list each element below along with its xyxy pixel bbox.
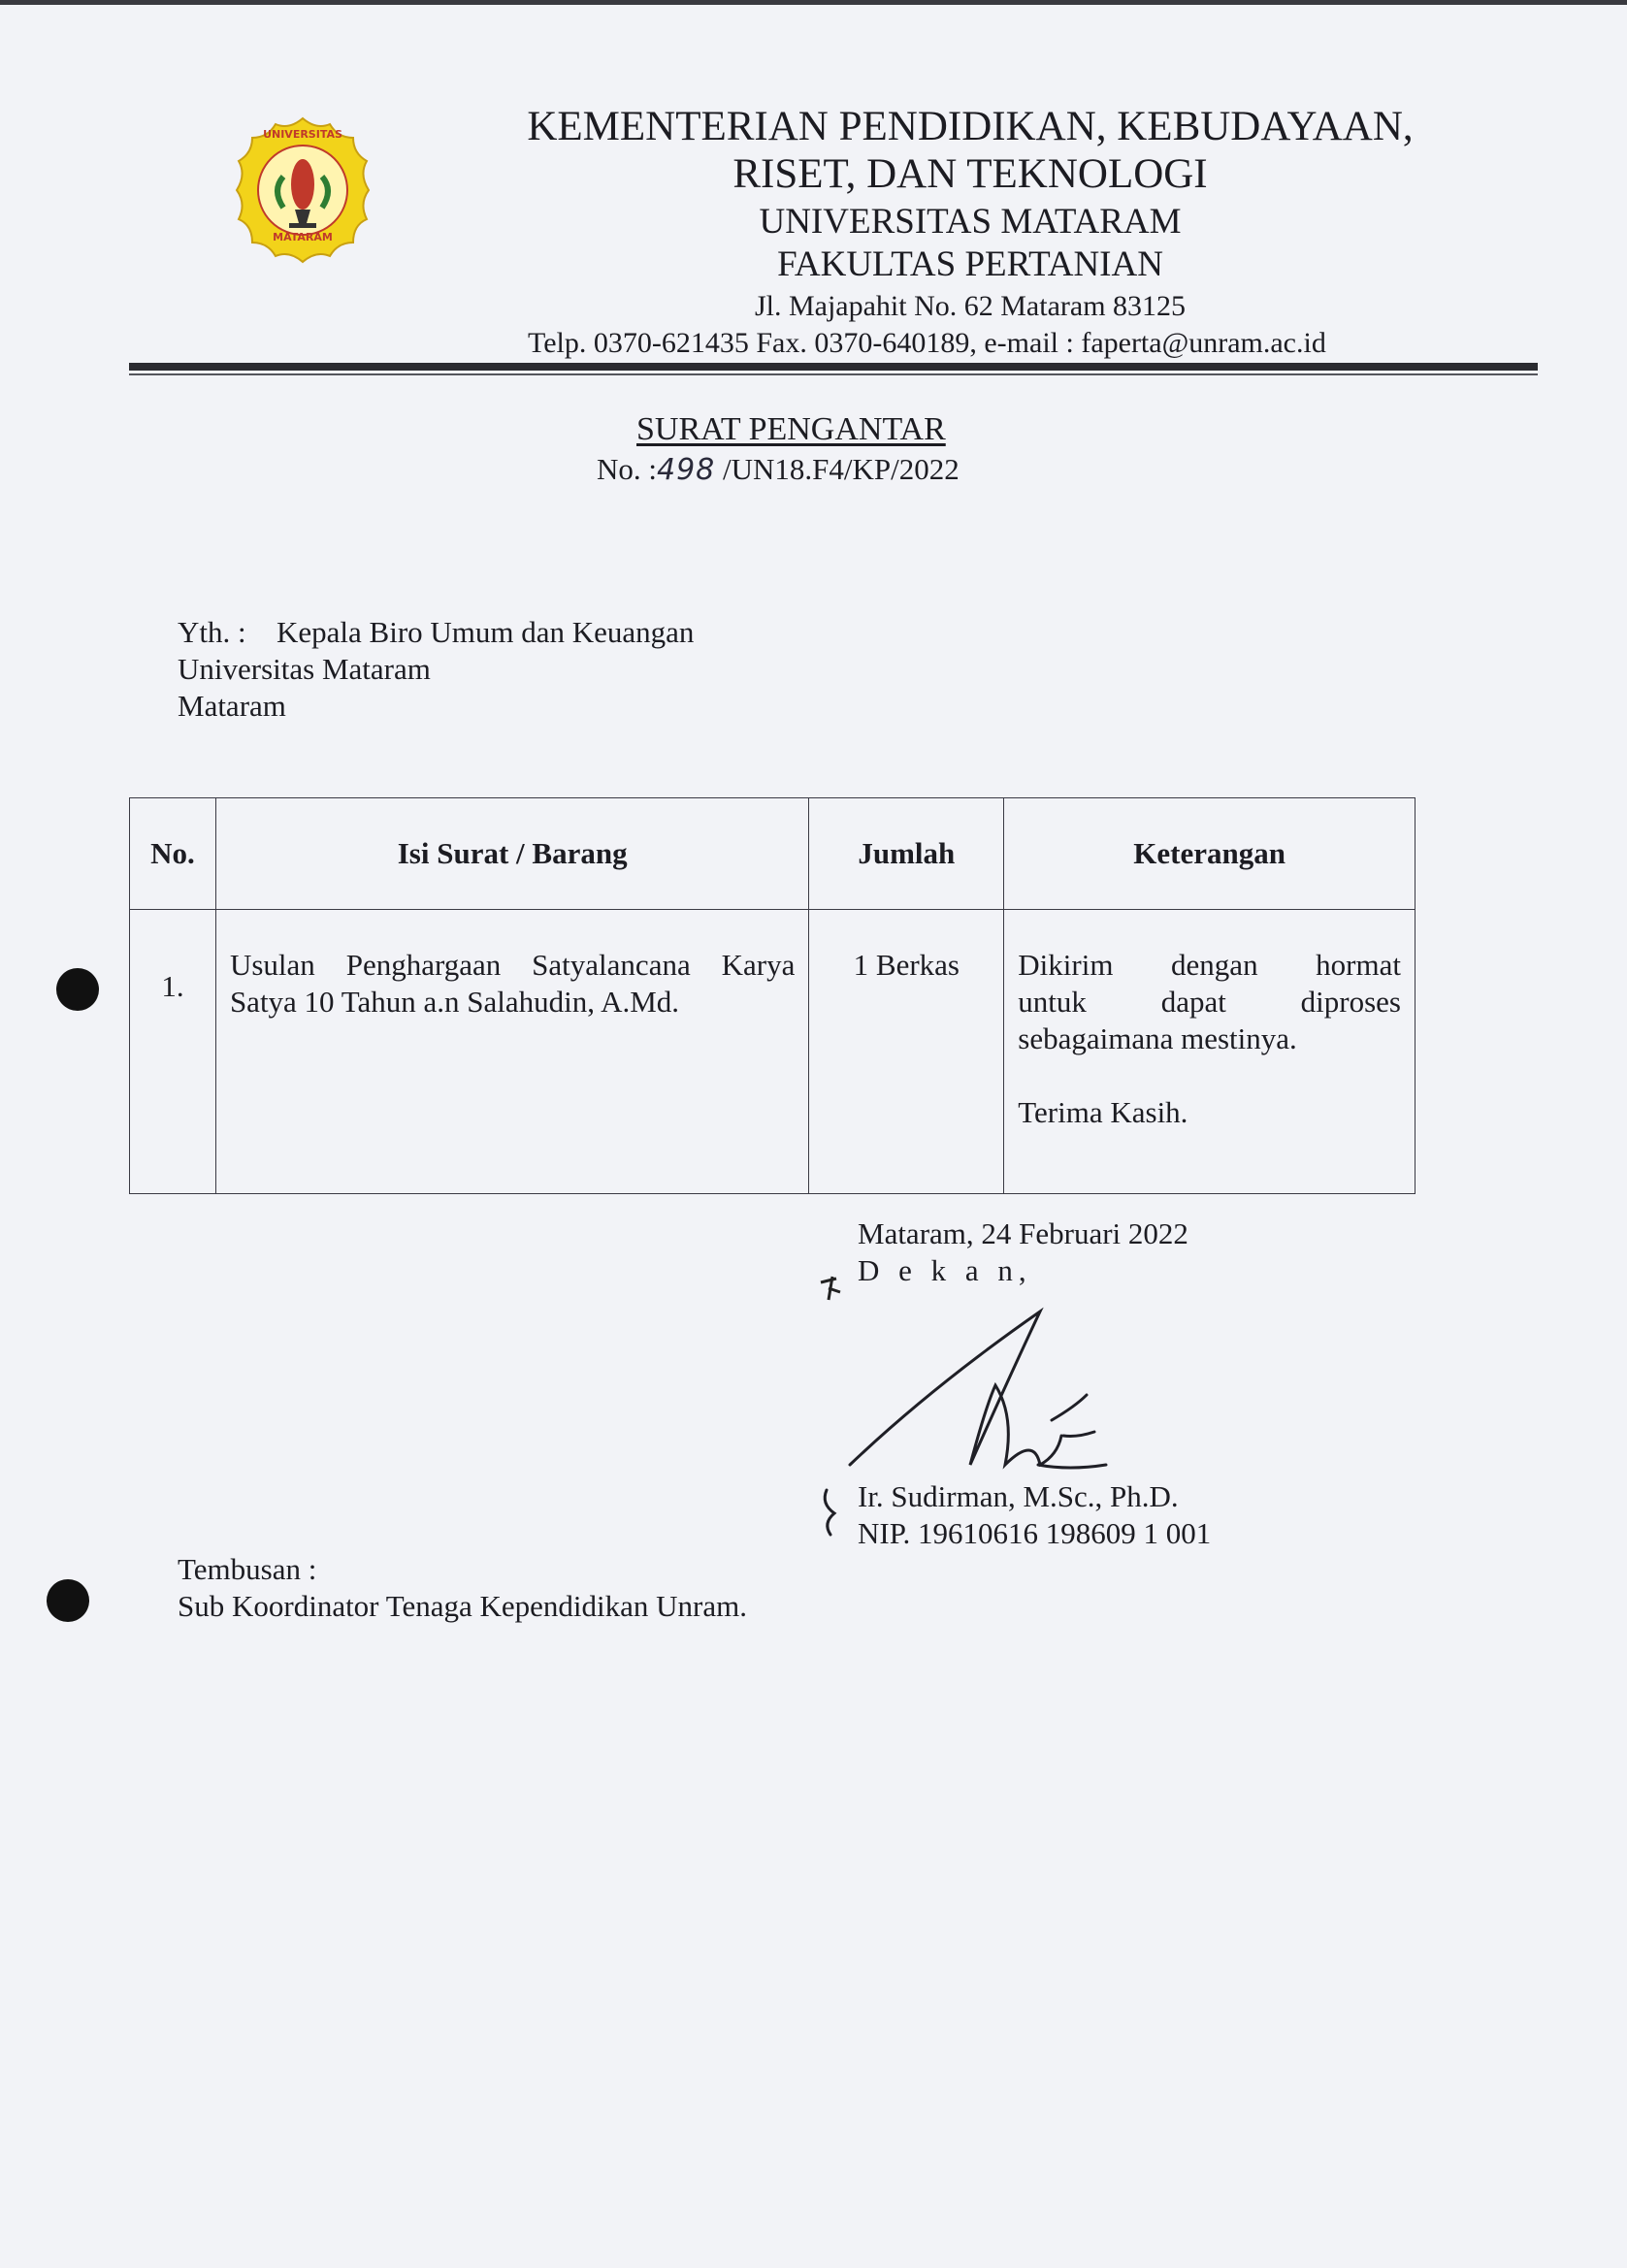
letter-number <box>597 452 960 487</box>
cell-no: 1. <box>130 910 216 1194</box>
note-line-1: Dikirim dengan hormat <box>1018 948 1401 982</box>
punch-hole-bottom <box>47 1579 89 1622</box>
header-rule-thin <box>129 373 1538 375</box>
table-row <box>130 910 1415 1194</box>
letter-table <box>129 797 1415 1194</box>
cell-amount: 1 Berkas <box>809 910 1004 1194</box>
header-note: Keterangan <box>1004 798 1415 910</box>
header-amount: Jumlah <box>809 798 1004 910</box>
cc-label: Tembusan : <box>178 1552 317 1586</box>
note-line-4: Terima Kasih. <box>1018 1095 1188 1129</box>
ministry-line-2: RISET, DAN TEKNOLOGI <box>732 151 1208 197</box>
contact-info: Telp. 0370-621435 Fax. 0370-640189, e-mail : faperta@unram.ac.id <box>528 327 1326 359</box>
recipient-name: Kepala Biro Umum dan Keuangan <box>277 615 695 649</box>
note-line-2: untuk dapat diproses <box>1018 985 1401 1019</box>
number-prefix: No. : <box>597 452 657 486</box>
recipient-city: Mataram <box>178 689 286 723</box>
note-line-3: sebagaimana mestinya. <box>1018 1021 1297 1055</box>
punch-hole-top <box>56 968 99 1011</box>
content-line-2: Satya 10 Tahun a.n Salahudin, A.Md. <box>229 985 680 1019</box>
signatory-nip: NIP. 19610616 198609 1 001 <box>858 1516 1212 1550</box>
number-suffix: /UN18.F4/KP/2022 <box>715 452 960 486</box>
cc-item: Sub Koordinator Tenaga Kependidikan Unram. <box>178 1589 747 1623</box>
signatory-name: Ir. Sudirman, M.Sc., Ph.D. <box>858 1479 1179 1513</box>
signatory-position: D e k a n, <box>858 1253 1032 1287</box>
logo-text-bottom: MATARAM <box>273 231 333 243</box>
address: Jl. Majapahit No. 62 Mataram 83125 <box>754 290 1187 322</box>
faculty-name: FAKULTAS PERTANIAN <box>777 244 1163 284</box>
ministry-line-1: KEMENTERIAN PENDIDIKAN, KEBUDAYAAN, <box>527 104 1414 149</box>
university-name: UNIVERSITAS MATARAM <box>759 202 1182 242</box>
letter-title: SURAT PENGANTAR <box>636 411 946 447</box>
recipient-org: Universitas Mataram <box>178 652 431 686</box>
logo-text-top: UNIVERSITAS <box>263 128 342 141</box>
content-line-1: Usulan Penghargaan Satyalancana Karya <box>229 948 796 982</box>
scan-edge <box>0 0 1627 5</box>
header-content: Isi Surat / Barang <box>215 798 808 910</box>
header-no: No. <box>130 798 216 910</box>
table-header-row <box>130 798 1415 910</box>
number-handwritten: 498 <box>657 453 716 487</box>
header-rule <box>129 363 1538 371</box>
cell-content <box>215 910 808 1194</box>
cell-note <box>1004 910 1415 1194</box>
place-date: Mataram, 24 Februari 2022 <box>858 1216 1188 1250</box>
recipient-label: Yth. : <box>178 615 246 649</box>
